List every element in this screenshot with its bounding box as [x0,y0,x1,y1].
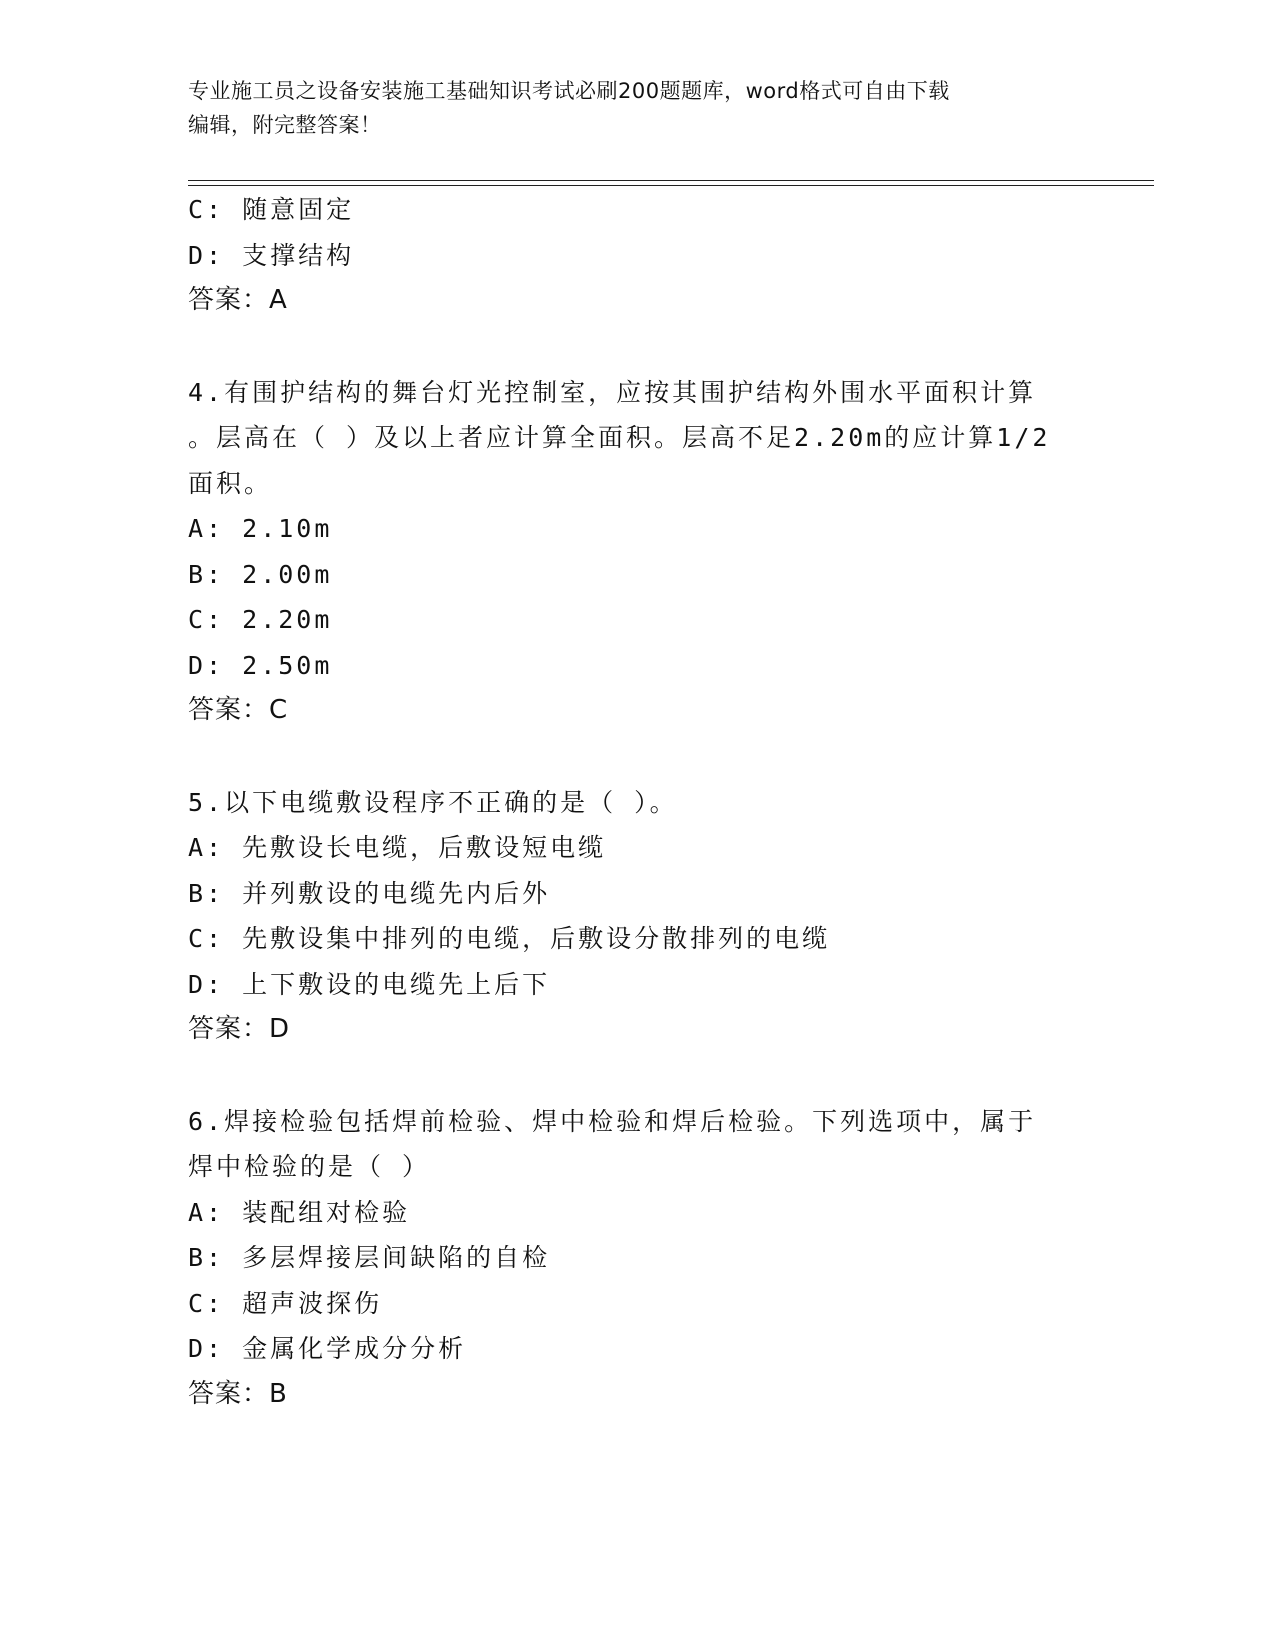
answer: 答案：A [188,285,288,315]
option-c: C: 2.20m [188,605,333,634]
option-d: D: 支撑结构 [188,240,355,270]
answer: 答案：B [188,1378,288,1409]
question-text-line-3: 面积。 [188,468,273,498]
document-header [188,74,1088,142]
question-3-tail [188,187,1088,324]
header-line-1: 专业施工员之设备安装施工基础知识考试必刷200题题库，word格式可自由下载 [188,79,950,103]
question-4 [188,370,1088,734]
header-line-2: 编辑，附完整答案！ [188,113,382,137]
option-c: C: 超声波探伤 [188,1288,383,1318]
question-6 [188,1099,1088,1418]
option-c: C: 先敷设集中排列的电缆，后敷设分散排列的电缆 [188,924,831,953]
option-d: D: 金属化学成分分析 [188,1334,467,1363]
option-d: D: 上下敷设的电缆先上后下 [188,969,551,999]
question-text-line-1: 4.有围护结构的舞台灯光控制室，应按其围护结构外围水平面积计算 [188,377,1037,407]
answer: 答案：D [188,1014,291,1044]
header-divider-top [188,180,1154,181]
question-text-line-2: 。层高在（ ）及以上者应计算全面积。层高不足2.20m的应计算1/2 [188,423,1051,452]
option-a: A: 先敷设长电缆，后敷设短电缆 [188,833,607,862]
header-divider-bottom [188,185,1154,186]
question-text-line-2: 焊中检验的是（ ） [188,1152,431,1181]
answer: 答案：C [188,695,289,725]
option-a: A: 装配组对检验 [188,1197,411,1227]
question-text-line-1: 5.以下电缆敷设程序不正确的是（ ）。 [188,787,678,817]
option-b: B: 并列敷设的电缆先内后外 [188,878,551,908]
option-d: D: 2.50m [188,650,333,680]
option-b: B: 2.00m [188,559,333,589]
option-b: B: 多层焊接层间缺陷的自检 [188,1243,551,1272]
document-body [188,187,1088,1417]
question-text-line-1: 6.焊接检验包括焊前检验、焊中检验和焊后检验。下列选项中，属于 [188,1106,1037,1136]
option-a: A: 2.10m [188,514,333,543]
question-5 [188,780,1088,1053]
option-c: C: 随意固定 [188,195,355,224]
